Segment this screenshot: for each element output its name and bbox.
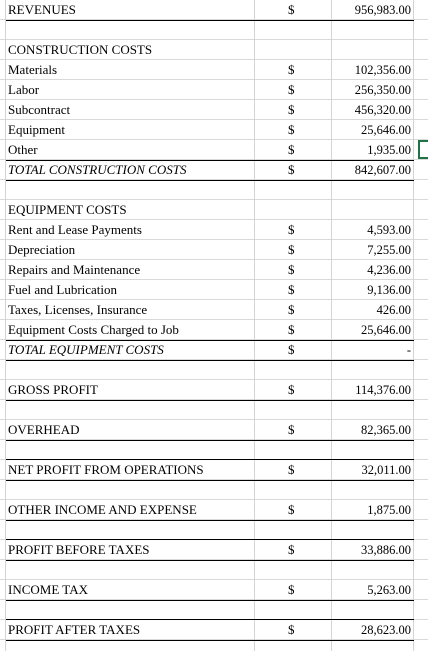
total-amount-cell: - xyxy=(406,343,411,357)
amount-cell: 256,350.00 xyxy=(354,83,411,97)
row-overhead[interactable] xyxy=(0,420,428,440)
row-other-income-and-expense[interactable] xyxy=(0,500,428,520)
amount-cell: 32,011.00 xyxy=(361,463,411,477)
row-net-profit-from-operations[interactable] xyxy=(0,460,428,480)
row-profit-before-taxes[interactable] xyxy=(0,540,428,560)
row-blank[interactable] xyxy=(0,560,428,580)
row-depreciation[interactable] xyxy=(0,240,428,260)
amount-cell: 7,255.00 xyxy=(367,243,411,257)
amount-cell: 25,646.00 xyxy=(361,323,411,337)
row-rent-and-lease[interactable] xyxy=(0,220,428,240)
row-revenues[interactable] xyxy=(0,0,428,20)
row-label: Subcontract xyxy=(8,102,71,117)
row-blank[interactable] xyxy=(0,440,428,460)
row-labor[interactable] xyxy=(0,80,428,100)
row-materials[interactable] xyxy=(0,60,428,80)
currency-symbol: $ xyxy=(288,462,295,477)
amount-cell: 5,263.00 xyxy=(367,583,411,597)
currency-symbol: $ xyxy=(288,262,295,277)
currency-symbol: $ xyxy=(288,542,295,557)
currency-symbol: $ xyxy=(288,2,295,17)
currency-symbol: $ xyxy=(288,322,295,337)
row-label: GROSS PROFIT xyxy=(8,382,98,397)
row-label: Fuel and Lubrication xyxy=(8,282,118,297)
row-label: Materials xyxy=(8,62,58,77)
amount-cell: 1,875.00 xyxy=(367,503,411,517)
row-label: Labor xyxy=(8,82,40,97)
total-label: TOTAL EQUIPMENT COSTS xyxy=(8,342,164,357)
row-blank[interactable] xyxy=(0,20,428,40)
amount-cell: 456,320.00 xyxy=(354,103,411,117)
currency-symbol: $ xyxy=(288,582,295,597)
amount-cell: 82,365.00 xyxy=(361,423,411,437)
currency-symbol: $ xyxy=(288,102,295,117)
row-label: Equipment Costs Charged to Job xyxy=(8,322,179,337)
amount-cell: 956,983.00 xyxy=(354,3,411,17)
currency-symbol: $ xyxy=(288,122,295,137)
row-label: Equipment xyxy=(8,122,66,137)
row-income-tax[interactable] xyxy=(0,580,428,600)
active-cell-indicator[interactable] xyxy=(418,140,428,159)
currency-symbol: $ xyxy=(288,62,295,77)
currency-symbol: $ xyxy=(288,422,295,437)
currency-symbol: $ xyxy=(288,222,295,237)
currency-symbol: $ xyxy=(288,282,295,297)
row-blank[interactable] xyxy=(0,520,428,540)
currency-symbol: $ xyxy=(288,622,295,637)
row-label: INCOME TAX xyxy=(8,582,88,597)
currency-symbol: $ xyxy=(288,342,295,357)
row-equipment[interactable] xyxy=(0,120,428,140)
row-blank[interactable] xyxy=(0,400,428,420)
section-heading: CONSTRUCTION COSTS xyxy=(8,42,153,57)
row-blank[interactable] xyxy=(0,180,428,200)
row-subcontract[interactable] xyxy=(0,100,428,120)
row-label: Taxes, Licenses, Insurance xyxy=(8,302,148,317)
row-label: Repairs and Maintenance xyxy=(8,262,141,277)
row-gross-profit[interactable] xyxy=(0,380,428,400)
amount-cell: 4,236.00 xyxy=(367,263,411,277)
row-other[interactable] xyxy=(0,140,428,160)
row-blank[interactable] xyxy=(0,360,428,380)
row-label: NET PROFIT FROM OPERATIONS xyxy=(8,462,204,477)
row-equipment-costs-charged[interactable] xyxy=(0,320,428,340)
row-label: OVERHEAD xyxy=(8,422,80,437)
row-total-construction-costs[interactable] xyxy=(0,160,428,180)
row-profit-after-taxes[interactable] xyxy=(0,620,428,640)
amount-cell: 426.00 xyxy=(376,303,411,317)
amount-cell: 9,136.00 xyxy=(367,283,411,297)
row-label: Depreciation xyxy=(8,242,76,257)
currency-symbol: $ xyxy=(288,162,295,177)
currency-symbol: $ xyxy=(288,502,295,517)
section-heading: EQUIPMENT COSTS xyxy=(8,202,127,217)
amount-cell: 102,356.00 xyxy=(354,63,411,77)
amount-cell: 114,376.00 xyxy=(355,383,411,397)
amount-cell: 25,646.00 xyxy=(361,123,411,137)
currency-symbol: $ xyxy=(288,302,295,317)
row-repairs-and-maintenance[interactable] xyxy=(0,260,428,280)
row-blank[interactable] xyxy=(0,480,428,500)
total-label: TOTAL CONSTRUCTION COSTS xyxy=(8,162,187,177)
row-label: Other xyxy=(8,142,38,157)
row-total-equipment-costs[interactable] xyxy=(0,340,428,360)
row-equipment-costs-header[interactable] xyxy=(0,200,428,220)
currency-symbol: $ xyxy=(288,382,295,397)
amount-cell: 28,623.00 xyxy=(361,623,411,637)
currency-symbol: $ xyxy=(288,82,295,97)
row-label: Rent and Lease Payments xyxy=(8,222,142,237)
row-construction-costs-header[interactable] xyxy=(0,40,428,60)
row-blank[interactable] xyxy=(0,600,428,620)
amount-cell: 4,593.00 xyxy=(367,223,411,237)
currency-symbol: $ xyxy=(288,242,295,257)
total-amount-cell: 842,607.00 xyxy=(354,163,411,177)
row-label: PROFIT AFTER TAXES xyxy=(8,622,141,637)
row-taxes-licenses-insurance[interactable] xyxy=(0,300,428,320)
row-fuel-and-lubrication[interactable] xyxy=(0,280,428,300)
amount-cell: 1,935.00 xyxy=(367,143,411,157)
row-label: PROFIT BEFORE TAXES xyxy=(8,542,150,557)
amount-cell: 33,886.00 xyxy=(361,543,411,557)
row-label: REVENUES xyxy=(8,2,76,17)
currency-symbol: $ xyxy=(288,142,295,157)
row-label: OTHER INCOME AND EXPENSE xyxy=(8,502,197,517)
